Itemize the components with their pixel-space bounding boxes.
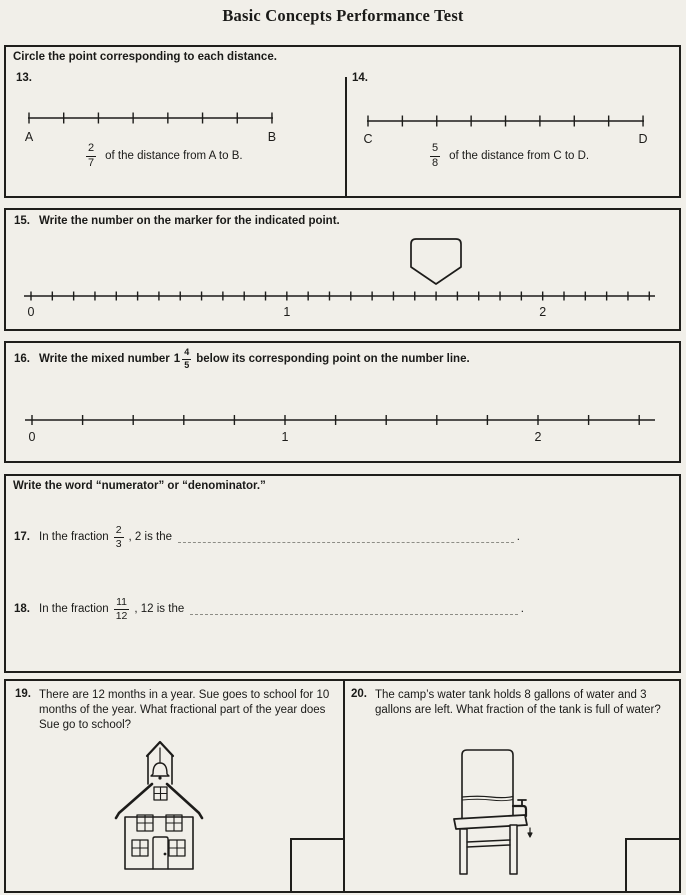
roof-right-slope — [167, 784, 202, 818]
problem-18-text-before: In the fraction — [39, 603, 109, 615]
section1-header: Circle the point corresponding to each distance. — [13, 51, 277, 63]
svg-text:0: 0 — [28, 430, 36, 444]
problem-13-number: 13. — [16, 72, 32, 84]
table-right-leg — [510, 825, 517, 874]
section-word-problems — [4, 679, 681, 893]
problem-14-caption — [430, 143, 589, 169]
section4-header: Write the word “numerator” or “denominator.” — [13, 480, 266, 492]
svg-text:1: 1 — [283, 305, 291, 319]
schoolhouse-illustration — [95, 739, 240, 889]
faucet-handle — [518, 800, 526, 805]
problem-14-caption-text: of the distance from C to D. — [449, 150, 590, 162]
fraction-numerator: 5 — [432, 142, 439, 154]
problem-16-header-before: Write the mixed number — [39, 353, 170, 365]
problem-18-text-after: , 12 is the — [134, 603, 185, 615]
water-level-line — [462, 796, 513, 797]
problem-17-number: 17. — [14, 531, 30, 543]
page-title: Basic Concepts Performance Test — [222, 6, 464, 25]
fraction-denominator: 12 — [115, 610, 128, 622]
water-level-line-2 — [462, 799, 513, 800]
problem-18-number: 18. — [14, 603, 30, 615]
svg-text:1: 1 — [281, 430, 289, 444]
section-numerator-denominator — [4, 474, 681, 673]
mixed-number-whole: 1 — [173, 353, 181, 365]
problem-18-period: . — [520, 603, 524, 615]
fraction-2-7 — [86, 143, 96, 169]
problem-19-number: 19. — [15, 688, 31, 700]
problem-20-number: 20. — [351, 688, 367, 700]
problem-20-text: The camp’s water tank holds 8 gallons of water and 3 gallons are left. What fraction of the tank is full of water? — [375, 689, 661, 716]
fraction-2-3 — [114, 525, 124, 550]
fraction-numerator: 2 — [115, 523, 122, 536]
number-line-15 — [6, 210, 679, 329]
problem-18 — [14, 595, 524, 623]
section-marker-number-line — [4, 208, 681, 331]
bell-icon — [151, 763, 169, 776]
problem-15-header-text: Write the number on the marker for the indicated point. — [39, 215, 340, 227]
fraction-5-8 — [430, 143, 440, 169]
svg-text:B: B — [267, 130, 277, 144]
table-left-leg — [460, 829, 467, 874]
lower-left-panes — [132, 840, 148, 856]
water-drip — [528, 828, 532, 837]
number-line-16[interactable] — [6, 343, 679, 461]
lower-right-panes — [169, 840, 185, 856]
problem-19-answer-box[interactable] — [290, 838, 345, 891]
problem-20-answer-box[interactable] — [625, 838, 679, 891]
problem-16-number: 16. — [14, 353, 30, 365]
roof-left-slope — [116, 784, 152, 818]
fraction-denominator: 5 — [184, 360, 190, 370]
house-body — [125, 817, 193, 869]
fraction-numerator: 2 — [88, 142, 95, 154]
svg-text:D: D — [638, 132, 648, 146]
fraction-denominator: 8 — [432, 157, 439, 169]
problem-17-text-before: In the fraction — [39, 531, 109, 543]
problem-19-text: There are 12 months in a year. Sue goes to school for 10 months of the year. What fractional part of the year does Sue go to school? — [39, 689, 330, 731]
problem-17-answer-blank[interactable] — [178, 542, 514, 543]
problem-15-number: 15. — [14, 215, 30, 227]
tank-body — [462, 750, 513, 820]
svg-text:2: 2 — [534, 430, 542, 444]
bell-clapper — [158, 776, 161, 779]
fraction-numerator: 11 — [116, 595, 127, 608]
problem-13-caption-text: of the distance from A to B. — [105, 150, 243, 162]
svg-text:C: C — [363, 132, 373, 146]
section-mixed-number-line — [4, 341, 681, 463]
fraction-denominator: 7 — [88, 157, 95, 169]
fraction-numerator: 4 — [184, 347, 190, 357]
problem-17-text-after: , 2 is the — [128, 531, 172, 543]
problem-18-answer-blank[interactable] — [190, 614, 518, 615]
fraction-denominator: 3 — [115, 538, 122, 550]
fraction-11-12 — [114, 597, 130, 622]
table-rails — [467, 840, 510, 847]
water-tank-illustration — [446, 743, 556, 878]
doorknob — [164, 853, 167, 856]
gable-window-panes — [154, 787, 167, 800]
problem-14-number: 14. — [352, 72, 368, 84]
problem-16-header-after: below its corresponding point on the number line. — [196, 353, 470, 365]
problem-13-caption — [86, 143, 243, 169]
problem-17-period: . — [516, 531, 520, 543]
problem-17 — [14, 523, 520, 551]
section-circle-distance — [4, 45, 681, 198]
svg-text:A: A — [24, 130, 34, 144]
svg-text:0: 0 — [27, 305, 35, 319]
marker-pentagon[interactable] — [411, 239, 461, 284]
svg-text:2: 2 — [539, 305, 547, 319]
